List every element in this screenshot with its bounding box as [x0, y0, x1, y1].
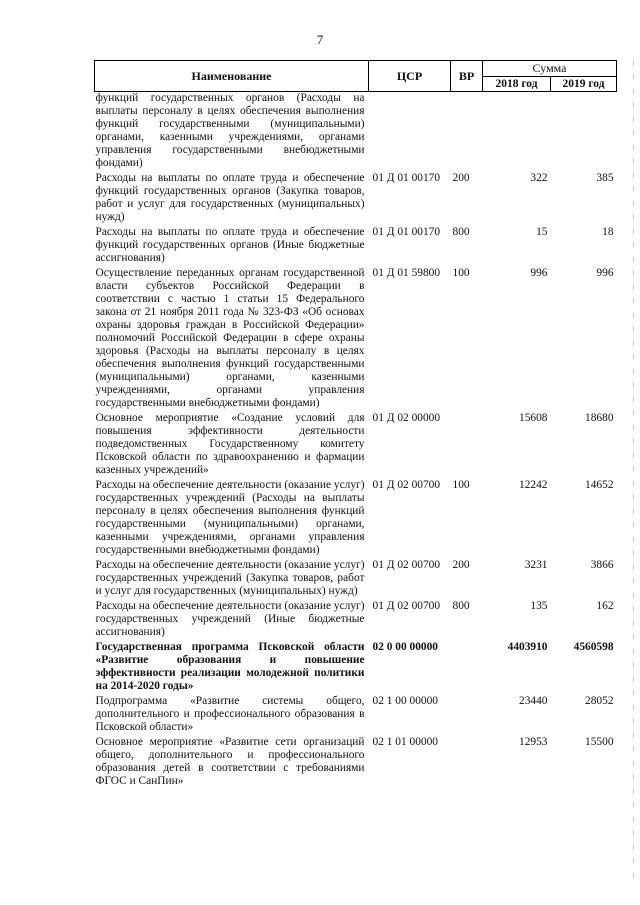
row-sum-2019-cell: [551, 92, 617, 173]
table-row: [95, 736, 617, 790]
row-name-cell: Основное мероприятие «Создание условий для повышения эффективности деятельности подведомственных Государственному комитету Псковской области по здравоохранению и фармации казенных учреждений»: [95, 412, 365, 476]
row-csr-cell: 02 1 01 00000: [372, 736, 438, 748]
header-vr: ВР: [451, 61, 483, 92]
row-sum-2019-cell: 18680: [585, 412, 614, 424]
row-vr-cell: [451, 641, 483, 695]
row-vr-cell: 200: [452, 172, 470, 184]
row-csr-cell: 01 Д 02 00000: [372, 412, 441, 424]
row-sum-2018-cell: 322: [530, 172, 548, 184]
row-csr-cell: 01 Д 02 00700: [372, 600, 441, 612]
header-year-2018: 2018 год: [483, 77, 551, 92]
row-sum-2018-cell: 12953: [519, 736, 548, 748]
row-sum-2019-cell: 385: [596, 172, 614, 184]
page-number: 7: [316, 32, 324, 47]
header-sum: Сумма: [483, 61, 617, 77]
row-csr-cell: 01 Д 01 00170: [372, 226, 441, 238]
scan-edge-artifact: [633, 60, 634, 880]
row-sum-2018-cell: [483, 92, 551, 173]
header-name: Наименование: [95, 61, 369, 92]
row-csr-cell: 02 1 00 00000: [372, 695, 438, 707]
row-vr-cell: 100: [452, 479, 470, 491]
row-sum-2019-cell: 4560598: [573, 641, 614, 653]
row-vr-cell: [451, 412, 483, 479]
row-name-cell: Расходы на обеспечение деятельности (оказание услуг) государственных учреждений (Иные бюджетные ассигнования): [95, 600, 365, 638]
budget-table: [94, 60, 617, 790]
row-vr-cell: 200: [452, 559, 470, 571]
row-name-cell: Основное мероприятие «Развитие сети организаций общего, дополнительного и профессионального образования детей в соответствии с требованиями ФГОС и СанПин»: [95, 736, 365, 787]
row-sum-2018-cell: 135: [530, 600, 548, 612]
row-sum-2019-cell: 996: [596, 267, 614, 279]
row-csr-cell: [369, 92, 451, 173]
row-name-cell: Государственная программа Псковской области «Развитие образования и повышение эффективности реализации молодежной политики на 2014-2020 годы»: [95, 641, 365, 692]
row-vr-cell: 100: [452, 267, 470, 279]
row-name-cell: Расходы на выплаты по оплате труда и обеспечение функций государственных органов (Закупка товаров, работ и услуг для государственных (муниципальных) нужд): [95, 172, 365, 223]
header-year-2019: 2019 год: [551, 77, 617, 92]
row-csr-cell: 01 Д 02 00700: [372, 559, 441, 571]
row-sum-2018-cell: 12242: [519, 479, 548, 491]
row-sum-2018-cell: 3231: [524, 559, 548, 571]
table-row: [95, 479, 617, 559]
table-row: [95, 412, 617, 479]
row-sum-2018-cell: 15608: [519, 412, 548, 424]
row-sum-2019-cell: 3866: [590, 559, 614, 571]
row-csr-cell: 02 0 00 00000: [372, 641, 438, 653]
row-sum-2019-cell: 15500: [585, 736, 614, 748]
table-header: [95, 61, 617, 92]
table-row: [95, 559, 617, 600]
row-csr-cell: 01 Д 01 59800: [372, 267, 441, 279]
row-sum-2018-cell: 996: [530, 267, 548, 279]
row-name-cell: Подпрограмма «Развитие системы общего, дополнительного и профессионального образования в Псковской области»: [95, 695, 365, 733]
row-sum-2018-cell: 4403910: [507, 641, 548, 653]
row-name-cell: Осуществление переданных органам государственной власти субъектов Российской Федерации в соответствии с частью 1 статьи 15 Федерального закона от 21 ноября 2011 года № 323-ФЗ «Об основах охраны здоровья граждан в Российской Федерации» полномочий Российской Федерации в сфере охраны здоровья (Расходы на выплаты персоналу в целях обеспечения выполнения функций государственными (муниципальными) органами, казенными учреждениями, органами управления государственными внебюджетными фондами): [95, 267, 365, 409]
row-name-cell: функций государственных органов (Расходы на выплаты персоналу в целях обеспечения выполнения функций государственными (муниципальными) органами, казенными учреждениями, органами управления государственными внебюджетными фондами): [95, 92, 365, 169]
row-vr-cell: 800: [452, 600, 470, 612]
row-name-cell: Расходы на обеспечение деятельности (оказание услуг) государственных учреждений (Расходы на выплаты персоналу в целях обеспечения выполнения функций государственными (муниципальными) органами, казенными учреждениями, органами управления государственными внебюджетными фондами): [95, 479, 365, 556]
row-name-cell: Расходы на выплаты по оплате труда и обеспечение функций государственных органов (Иные бюджетные ассигнования): [95, 226, 365, 264]
header-csr: ЦСР: [369, 61, 451, 92]
row-sum-2019-cell: 18: [602, 226, 614, 238]
row-vr-cell: [451, 695, 483, 736]
table-row: [95, 641, 617, 695]
table-row: [95, 226, 617, 267]
row-vr-cell: [451, 92, 483, 173]
table-row: [95, 92, 617, 173]
row-vr-cell: [451, 736, 483, 790]
row-csr-cell: 01 Д 02 00700: [372, 479, 441, 491]
row-sum-2018-cell: 15: [536, 226, 548, 238]
table-row: [95, 267, 617, 412]
table-row: [95, 695, 617, 736]
row-vr-cell: 800: [452, 226, 470, 238]
table-row: [95, 172, 617, 226]
row-name-cell: Расходы на обеспечение деятельности (оказание услуг) государственных учреждений (Закупка товаров, работ и услуг для государственных (муниципальных) нужд): [95, 559, 365, 597]
row-sum-2019-cell: 14652: [585, 479, 614, 491]
table-body: [95, 92, 617, 791]
row-csr-cell: 01 Д 01 00170: [372, 172, 441, 184]
row-sum-2019-cell: 162: [596, 600, 614, 612]
row-sum-2018-cell: 23440: [519, 695, 548, 707]
table-row: [95, 600, 617, 641]
row-sum-2019-cell: 28052: [585, 695, 614, 707]
